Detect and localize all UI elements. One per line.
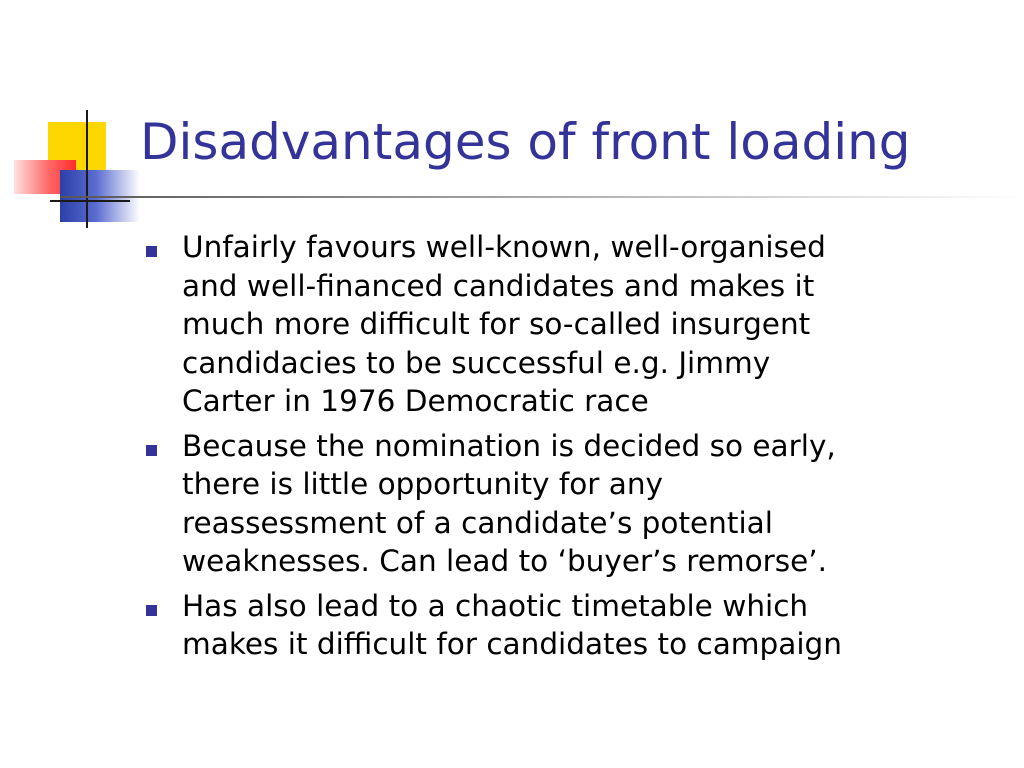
title-underline-rule	[60, 196, 1024, 198]
bullet-text: Has also lead to a chaotic timetable which makes it difficult for candidates to campaign	[182, 588, 842, 661]
bullet-list	[146, 228, 1006, 670]
square-bullet-icon	[146, 445, 157, 456]
bullet-item	[146, 228, 1006, 421]
bullet-item	[146, 427, 1006, 581]
square-bullet-icon	[146, 246, 157, 257]
vertical-line-decoration	[86, 110, 88, 228]
square-bullet-icon	[146, 605, 157, 616]
bullet-item	[146, 587, 1006, 664]
decorative-logo-squares	[0, 0, 150, 240]
bullet-text: Because the nomination is decided so early, there is little opportunity for any reassessment of a candidate’s potential weaknesses. Can lead to ‘buyer’s remorse’.	[182, 428, 836, 578]
slide-title: Disadvantages of front loading	[140, 113, 911, 171]
horizontal-line-decoration	[50, 200, 130, 202]
bullet-text: Unfairly favours well-known, well-organised and well-financed candidates and makes it much more difficult for so-called insurgent candidacies to be successful e.g. Jimmy Carter in 1976 Democratic race	[182, 230, 826, 418]
